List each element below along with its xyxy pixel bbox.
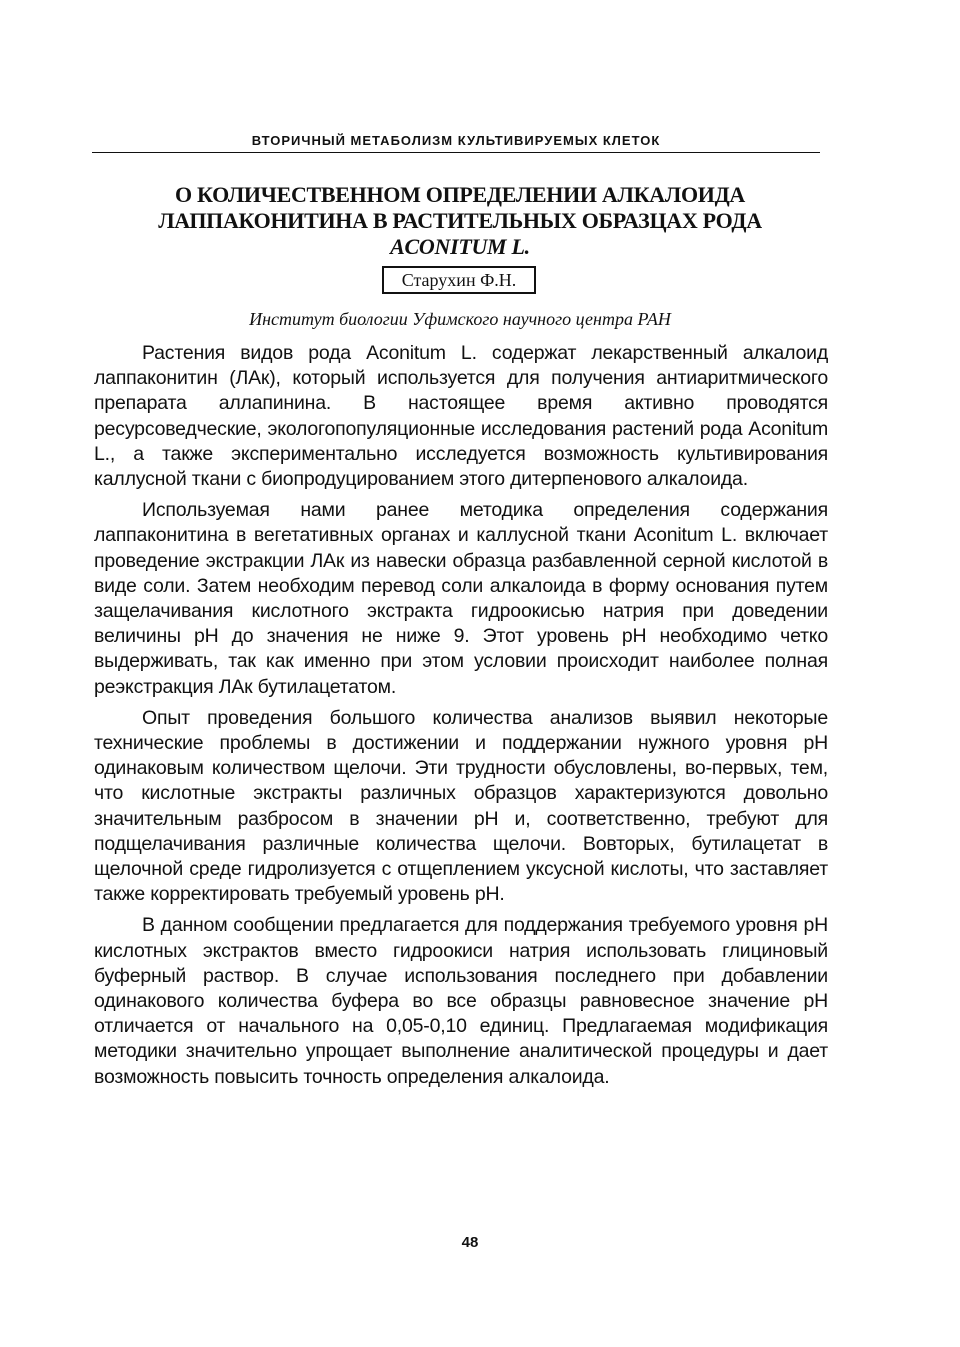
title-line-2: ЛАППАКОНИТИНА В РАСТИТЕЛЬНЫХ ОБРАЗЦАХ РОДА	[158, 208, 762, 233]
paragraph-2: Используемая нами ранее методика определения содержания лаппаконитина в вегетативных органах и каллусной ткани Aconitum L. включает проведение экстракции ЛАк из навески образца разбавленной серной кислотой в виде соли. Затем необходим перевод соли алкалоида в форму основания путем защелачивания кислотного экстракта гидроокисью натрия при доведении величины pH до значения не ниже 9. Этот уровень pH необходимо четко выдерживать, так как именно при этом условии происходит наиболее полная реэкстракция ЛАк бутилацетатом.	[94, 499, 828, 698]
running-header: ВТОРИЧНЫЙ МЕТАБОЛИЗМ КУЛЬТИВИРУЕМЫХ КЛЕТОК	[92, 133, 820, 153]
paragraph-3: Опыт проведения большого количества анализов выявил некоторые технические проблемы в достижении и поддержании нужного уровня pH одинаковым количеством щелочи. Эти трудности обусловлены, во-первых, тем, что кислотные экстракты различных образцов характеризуются довольно значительным разбросом в значении pH и, соответственно, требуют для подщелачивания различные количества щелочи. Вовторых, бутилацетат в щелочной среде гидролизуется с отщеплением уксусной кислоты, что заставляет также корректировать требуемый уровень pH.	[94, 706, 828, 906]
author-affiliation: Институт биологии Уфимского научного центра РАН	[249, 309, 671, 329]
paragraph-4: В данном сообщении предлагается для поддержания требуемого уровня pH кислотных экстрактов вместо гидроокиси натрия использовать глициновый буферный раствор. В случае использования последнего при добавлении одинакового количества буфера во все образцы равновесное значение pH отличается от начального на 0,05-0,10 единиц. Предлагаемая модификация методики значительно упрощает выполнение аналитической процедуры и дает возможность повысить точность определения алкалоида.	[94, 914, 828, 1088]
paragraph-1: Растения видов рода Aconitum L. содержат лекарственный алкалоид лаппаконитин (ЛАк), который используется для получения антиаритмического препарата аллапинина. В настоящее время активно проводятся ресурсоведческие, экологопопуляционные исследования растений рода Aconitum L., а также экспериментально исследуется возможность культивирования каллусной ткани с биопродуцированием этого дитерпенового алкалоида.	[94, 342, 828, 491]
author-name: Старухин Ф.Н.	[382, 266, 536, 294]
article-title	[120, 182, 800, 260]
article-body	[94, 341, 828, 1096]
title-line-1: О КОЛИЧЕСТВЕННОМ ОПРЕДЕЛЕНИИ АЛКАЛОИДА	[175, 182, 745, 207]
page-number: 48	[461, 1234, 479, 1251]
title-genus: ACONITUM L.	[390, 234, 530, 259]
